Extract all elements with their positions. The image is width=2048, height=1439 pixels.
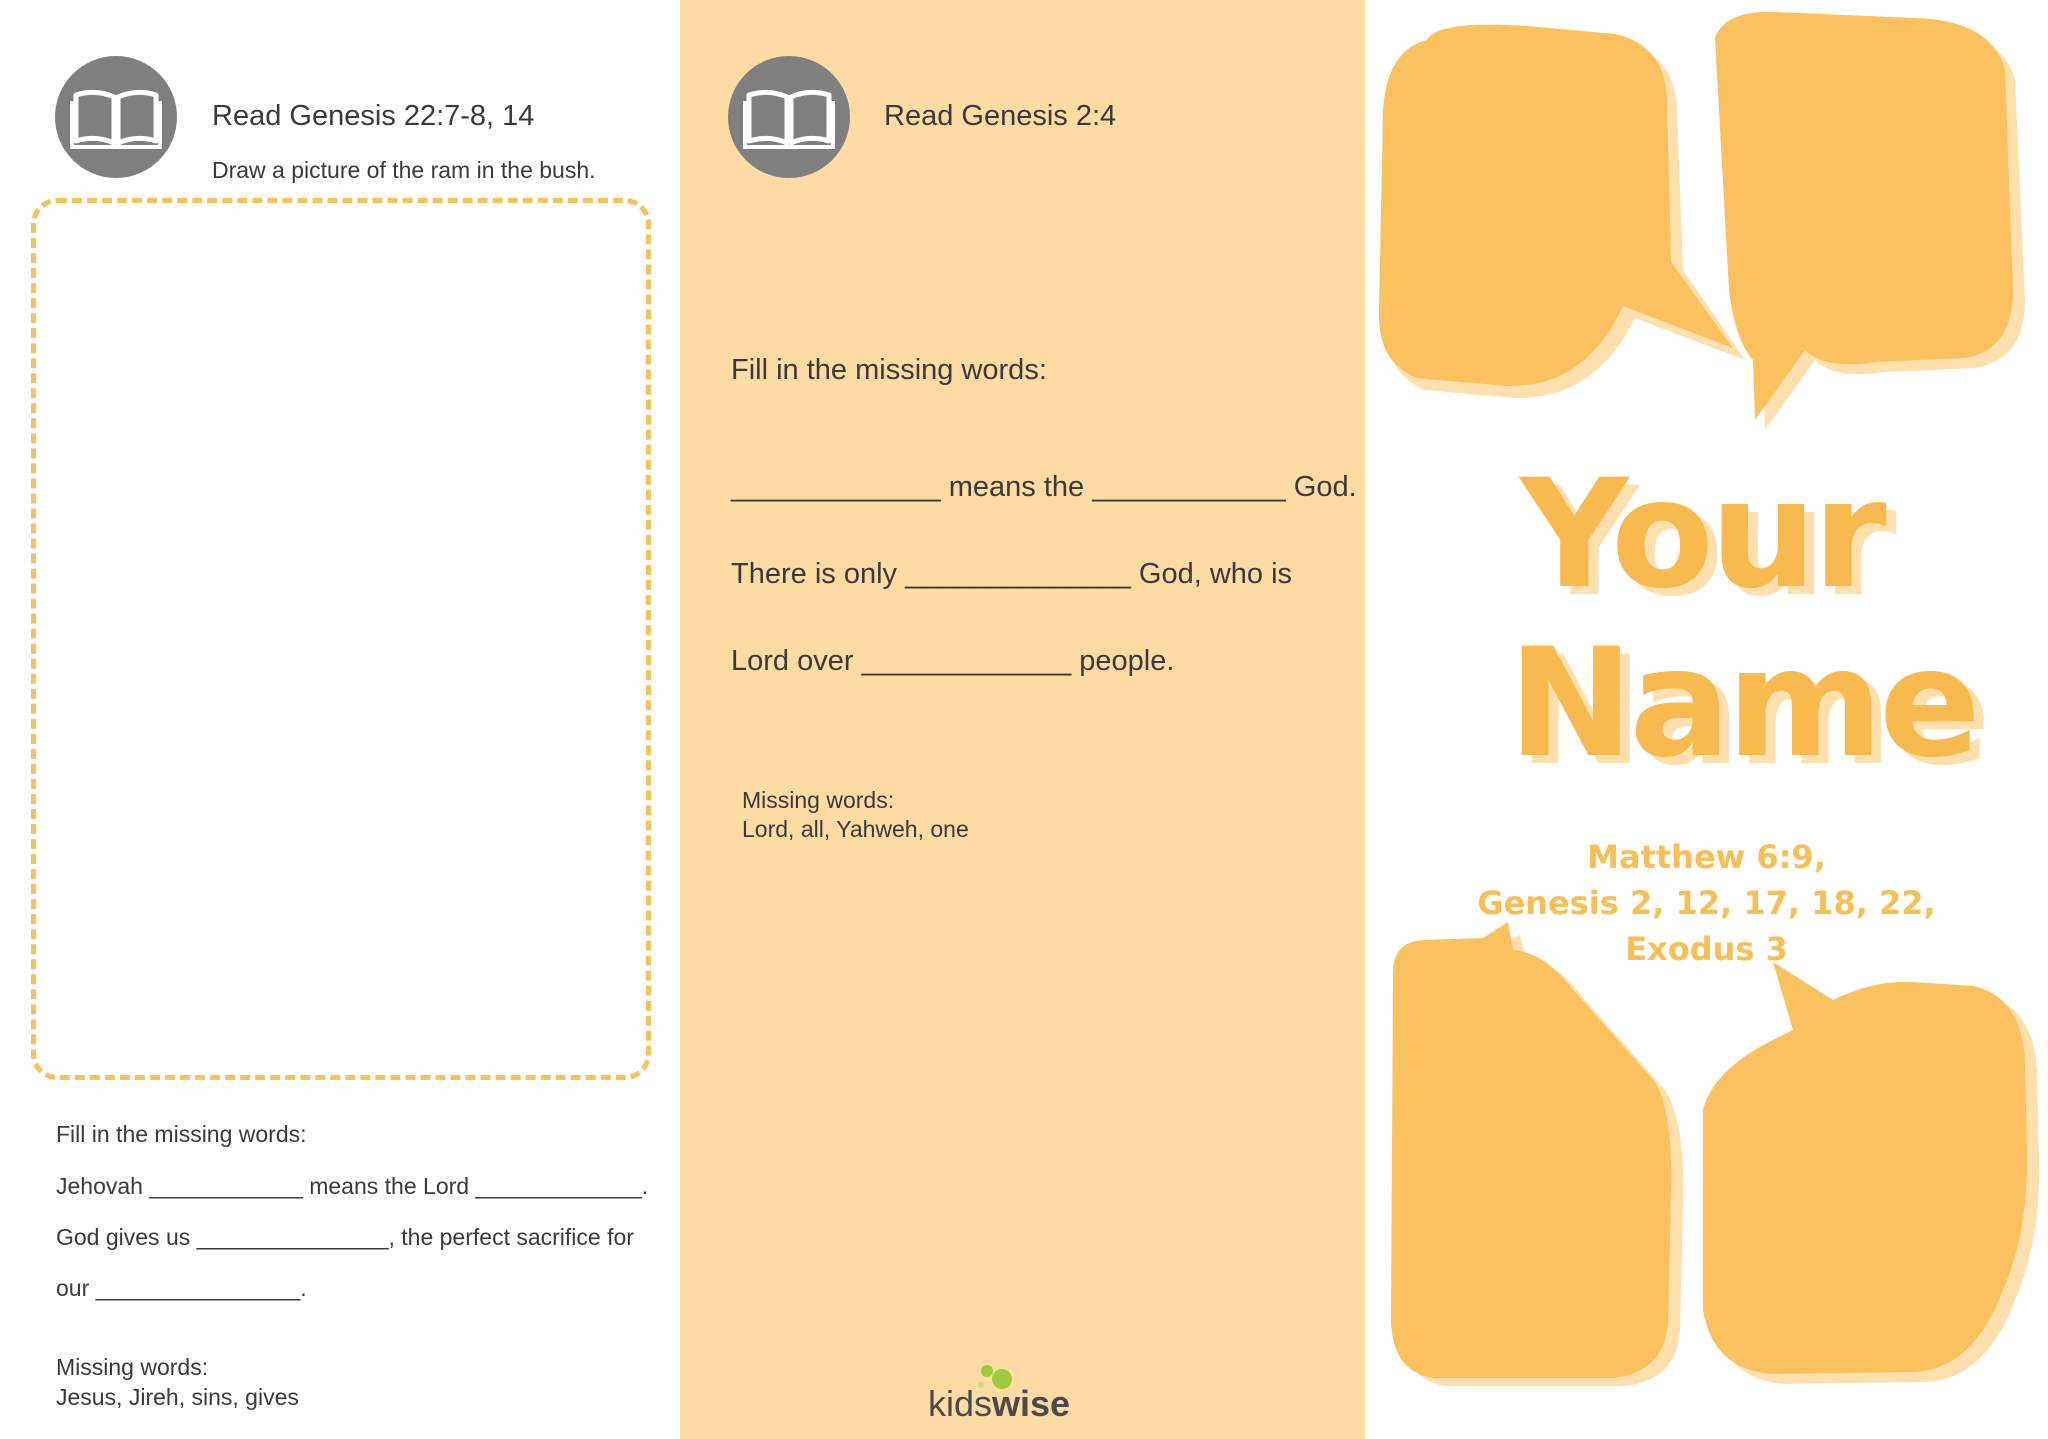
middle-missing-words: Lord, all, Yahweh, one (742, 816, 969, 842)
left-fill-line-1: Jehovah ____________ means the Lord _____________. (56, 1173, 649, 1199)
open-book-icon (55, 56, 177, 178)
reference-line-2: Genesis 2, 12, 17, 18, 22, (1477, 884, 1936, 922)
reference-line-1: Matthew 6:9, (1587, 838, 1826, 876)
middle-fill-line-2: There is only ______________ God, who is (731, 558, 1293, 590)
middle-fill-line-3: Lord over _____________ people. (731, 645, 1175, 677)
reference-line-3: Exodus 3 (1625, 930, 1788, 968)
logo-prefix: kids (928, 1383, 993, 1424)
middle-fill-line-1: _____________ means the ____________ God. (731, 471, 1357, 503)
middle-missing-label: Missing words: (742, 787, 895, 813)
scripture-references (1365, 834, 2048, 972)
left-missing-words: Jesus, Jireh, sins, gives (56, 1384, 299, 1410)
middle-fill-heading: Fill in the missing words: (731, 354, 1047, 386)
left-fill-heading: Fill in the missing words: (56, 1121, 307, 1147)
heading-your: Your (1520, 448, 1883, 622)
middle-title: Read Genesis 2:4 (884, 100, 1117, 132)
logo-suffix: wise (992, 1383, 1071, 1424)
left-fill-line-2: God gives us _______________, the perfect sacrifice for (56, 1224, 634, 1250)
left-fill-line-3: our ________________. (56, 1275, 307, 1301)
middle-panel (680, 0, 1365, 1439)
left-instruction: Draw a picture of the ram in the bush. (212, 157, 596, 183)
left-title: Read Genesis 22:7-8, 14 (212, 100, 535, 132)
open-book-icon (728, 56, 850, 178)
kidswise-logo (928, 1383, 1070, 1425)
left-panel (0, 0, 680, 1439)
drawing-area[interactable] (31, 198, 651, 1080)
heading-name: Name (1508, 617, 1977, 791)
left-missing-label: Missing words: (56, 1354, 209, 1380)
